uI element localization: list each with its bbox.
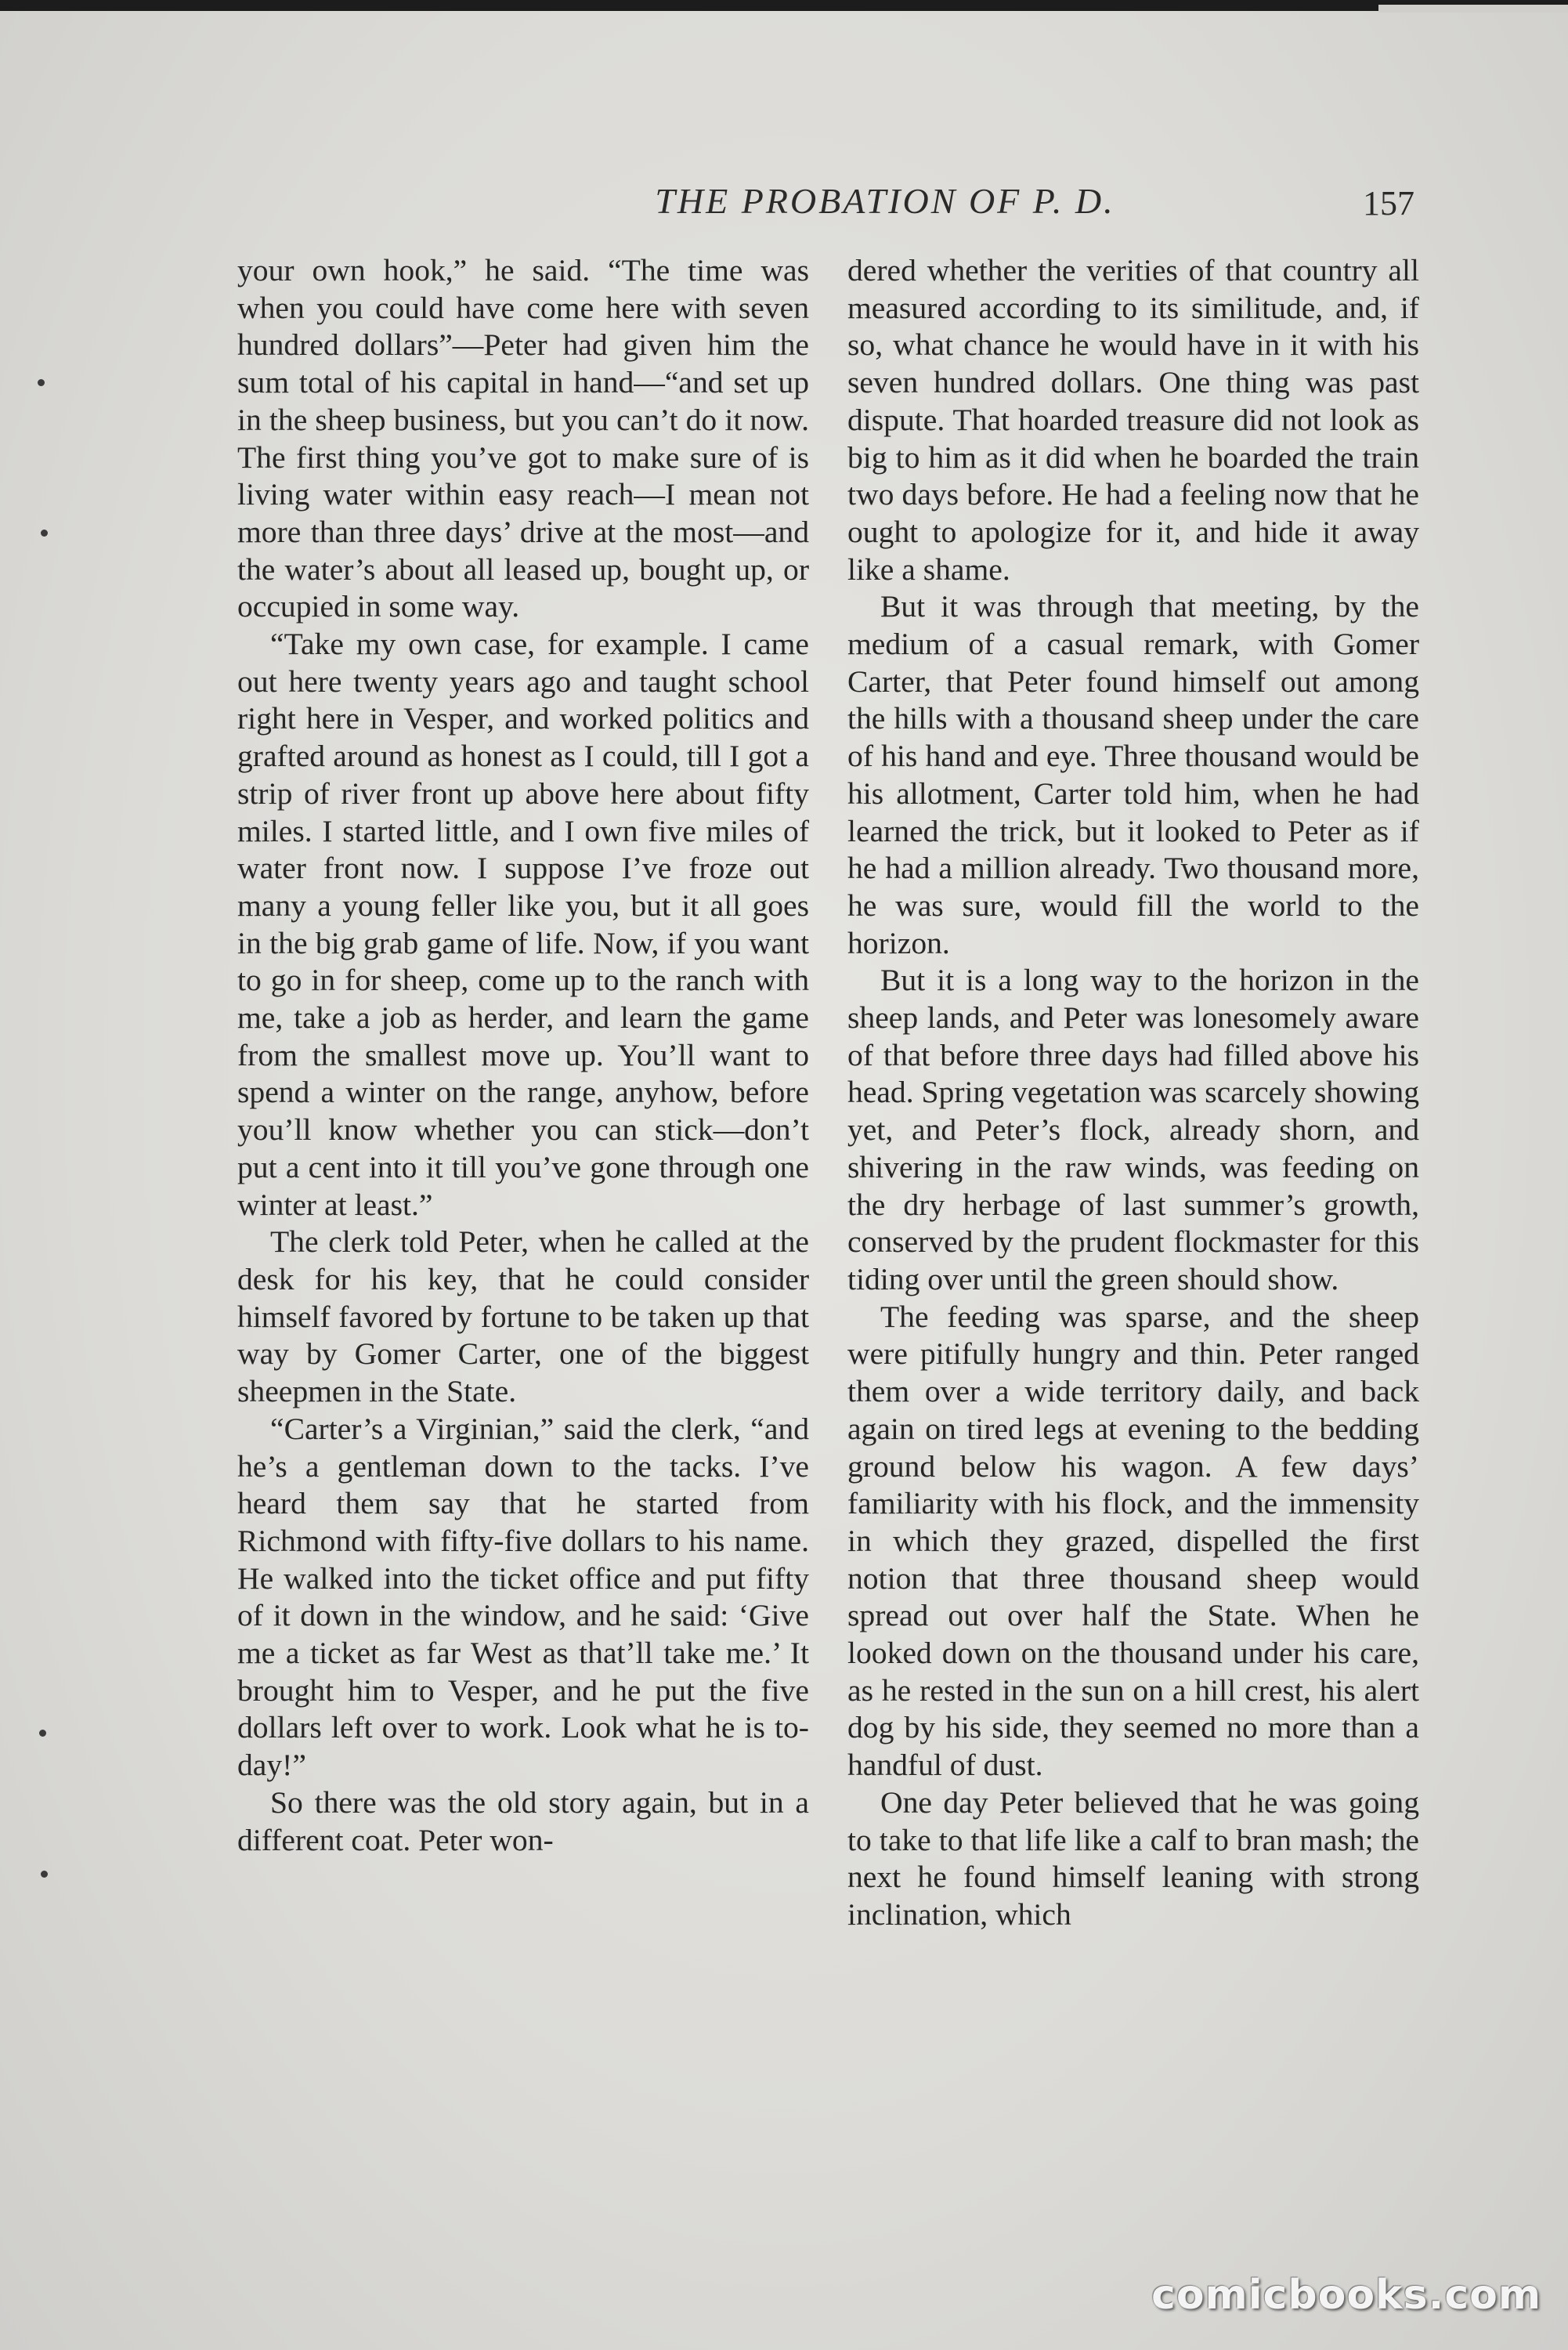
paragraph: your own hook,” he said. “The time was when you could have come here with seven hundred dollars”—Peter had given him the sum total of his capital in hand—“and set up in the sheep business, but you can’t do it now. The first thing you’ve got to make sure of is living water within easy reach—I mean not more than three days’ drive at the most—and the water’s about all leased up, bought up, or occupied in some way.: [237, 253, 809, 624]
paragraph: dered whether the verities of that country all measured according to its similitude, and, if so, what chance he would have in it with his seven hundred dollars. One thing was past dispute. That hoarded treasure did not look as big to him as it did when he boarded the train two days before. He had a feeling now that he ought to apologize for it, and hide it away like a shame.: [847, 253, 1419, 587]
binding-hole: [41, 530, 48, 537]
binding-hole: [39, 1730, 46, 1737]
paragraph: The clerk told Peter, when he called at the desk for his key, that he could consider himself favored by fortune to be taken up that way by Gomer Carter, one of the biggest sheepmen in the State.: [237, 1224, 809, 1409]
binding-hole: [41, 1871, 48, 1878]
left-text-column: [237, 252, 809, 1859]
watermark: comicbooks.com: [1151, 2272, 1542, 2319]
binding-hole: [38, 379, 45, 386]
paragraph: “Carter’s a Virginian,” said the clerk, “and he’s a gentleman down to the tacks. I’ve heard them say that he started from Richmond with fifty-five dollars to his name. He walked into the ticket office and put fifty of it down in the window, and he said: ‘Give me a ticket as far West as that’ll take me.’ It brought him to Vesper, and he put the five dollars left over to work. Look what he is to-day!”: [237, 1411, 809, 1783]
paragraph: The feeding was sparse, and the sheep were pitifully hungry and thin. Peter ranged them over a wide territory daily, and back again on tired legs at evening to the bedding ground below his wagon. A few days’ familiarity with his flock, and the immensity in which they grazed, dispelled the first notion that three thousand sheep would spread out over half the State. When he looked down on the thousand under his care, as he rested in the sun on a hill crest, his alert dog by his side, they seemed no more than a handful of dust.: [847, 1299, 1419, 1783]
paragraph: But it is a long way to the horizon in the sheep lands, and Peter was lonesomely aware of that before three days had filled above his head. Spring vegetation was scarcely showing yet, and Peter’s flock, already shorn, and shivering in the raw winds, was feeding on the dry herbage of last summer’s growth, conserved by the prudent flockmaster for this tiding over until the green should show.: [847, 963, 1419, 1296]
page-number: 157: [1363, 184, 1414, 222]
running-title: THE PROBATION OF P. D.: [655, 181, 1115, 221]
top-border-gap: [1378, 5, 1568, 13]
top-border-rule: [0, 0, 1568, 11]
paragraph: One day Peter believed that he was going to take to that life like a calf to bran mash; the next he found himself leaning with strong inclination, which: [847, 1784, 1419, 1932]
right-text-column: [847, 252, 1419, 1934]
paragraph: “Take my own case, for example. I came out here twenty years ago and taught school right here in Vesper, and worked politics and grafted around as honest as I could, till I got a strip of river front up above here about fifty miles. I started little, and I own five miles of water front now. I suppose I’ve froze out many a young feller like you, but it all goes in the big grab game of life. Now, if you want to go in for sheep, come up to the ranch with me, take a job as herder, and learn the game from the smallest move up. You’ll want to spend a winter on the range, anyhow, before you’ll know whether you can stick—don’t put a cent into it till you’ve gone through one winter at least.”: [237, 627, 809, 1222]
paragraph: But it was through that meeting, by the medium of a casual remark, with Gomer Carter, that Peter found himself out among the hills with a thousand sheep under the care of his hand and eye. Three thousand would be his allotment, Carter told him, when he had learned the trick, but it looked to Peter as if he had a million already. Two thousand more, he was sure, would fill the world to the horizon.: [847, 589, 1419, 960]
paragraph: So there was the old story again, but in a different coat. Peter won-: [237, 1784, 809, 1857]
